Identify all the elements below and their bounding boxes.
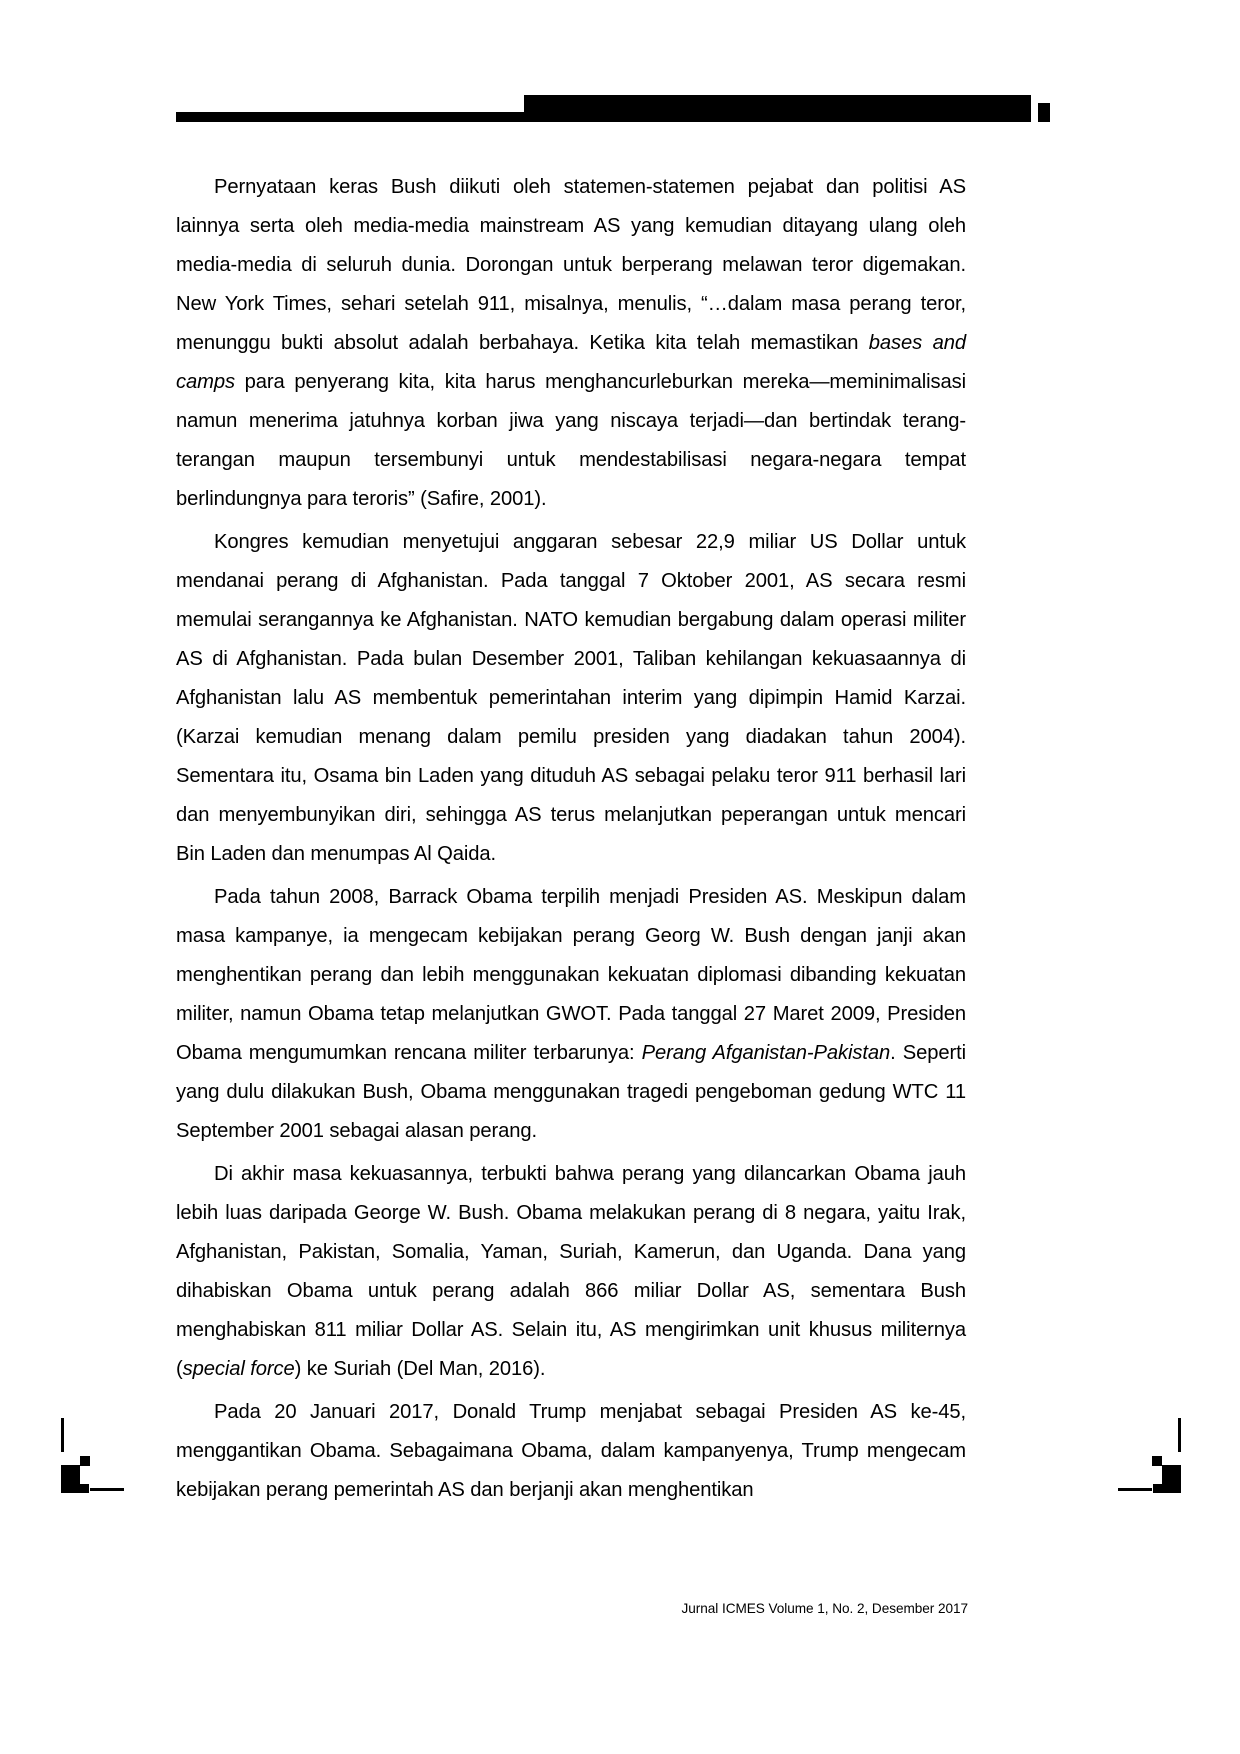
- body-text-column: [176, 168, 966, 1510]
- italic-run: special force: [182, 1358, 295, 1380]
- paragraph: Di akhir masa kekuasannya, terbukti bahwa perang yang dilancarkan Obama jauh lebih luas daripada George W. Bush. Obama melakukan perang di 8 negara, yaitu Irak, Afghanistan, Pakistan, Somalia, Yaman, Suriah, Kamerun, dan Uganda. Dana yang dihabiskan Obama untuk perang adalah 866 miliar Dollar AS, sementara Bush menghabiskan 811 miliar Dollar AS. Selain itu, AS mengirimkan unit khusus militernya (special force) ke Suriah (Del Man, 2016).: [176, 1163, 966, 1380]
- header-notch-tab-icon: [1021, 95, 1031, 122]
- registration-mark-bottom-left-icon: [52, 1418, 130, 1508]
- header-tail-icon: [944, 95, 1022, 122]
- italic-run: Perang Afganistan-Pakistan: [641, 1042, 891, 1064]
- paragraph: Kongres kemudian menyetujui anggaran sebesar 22,9 miliar US Dollar untuk mendanai perang di Afghanistan. Pada tanggal 7 Oktober 2001, AS secara resmi memulai serangannya ke Afghanistan. NATO kemudian bergabung dalam operasi militer AS di Afghanistan. Pada bulan Desember 2001, Taliban kehilangan kekuasaannya di Afghanistan lalu AS membentuk pemerintahan interim yang dipimpin Hamid Karzai. (Karzai kemudian menang dalam pemilu presiden yang diadakan tahun 2004). Sementara itu, Osama bin Laden yang dituduh AS sebagai pelaku teror 911 berhasil lari dan menyembunyikan diri, sehingga AS terus melanjutkan peperangan untuk mencari Bin Laden dan menumpas Al Qaida.: [176, 531, 966, 865]
- header-notch-icon: [1038, 103, 1050, 122]
- header-block-icon: [524, 95, 944, 122]
- paragraph: Pada tahun 2008, Barrack Obama terpilih menjadi Presiden AS. Meskipun dalam masa kampanye, ia mengecam kebijakan perang Georg W. Bush dengan janji akan menghentikan perang dan lebih menggunakan kekuatan diplomasi dibanding kekuatan militer, namun Obama tetap melanjutkan GWOT. Pada tanggal 27 Maret 2009, Presiden Obama mengumumkan rencana militer terbarunya: Perang Afganistan-Pakistan. Seperti yang dulu dilakukan Bush, Obama menggunakan tragedi pengeboman gedung WTC 11 September 2001 sebagai alasan perang.: [176, 886, 967, 1142]
- registration-mark-bottom-right-icon: [1110, 1418, 1190, 1508]
- footer-running-text: Jurnal ICMES Volume 1, No. 2, Desember 2017: [681, 1601, 968, 1616]
- paragraph: Pernyataan keras Bush diikuti oleh statemen-statemen pejabat dan politisi AS lainnya serta oleh media-media mainstream AS yang kemudian ditayang ulang oleh media-media di seluruh dunia. Dorongan untuk berperang melawan teror digemakan. New York Times, sehari setelah 911, misalnya, menulis, “…dalam masa perang teror, menunggu bukti absolut adalah berbahaya. Ketika kita telah memastikan bases and camps para penyerang kita, kita harus menghancurleburkan mereka—meminimalisasi namun menerima jatuhnya korban jiwa yang niscaya terjadi—dan bertindak terang-terangan maupun tersembunyi untuk mendestabilisasi negara-negara tempat berlindungnya para teroris” (Safire, 2001).: [176, 176, 966, 510]
- italic-run: bases and camps: [176, 332, 966, 393]
- paragraph: Pada 20 Januari 2017, Donald Trump menjabat sebagai Presiden AS ke-45, menggantikan Obama. Sebagaimana Obama, dalam kampanyenya, Trump mengecam kebijakan perang pemerintah AS dan berjanji akan menghentikan: [176, 1401, 966, 1501]
